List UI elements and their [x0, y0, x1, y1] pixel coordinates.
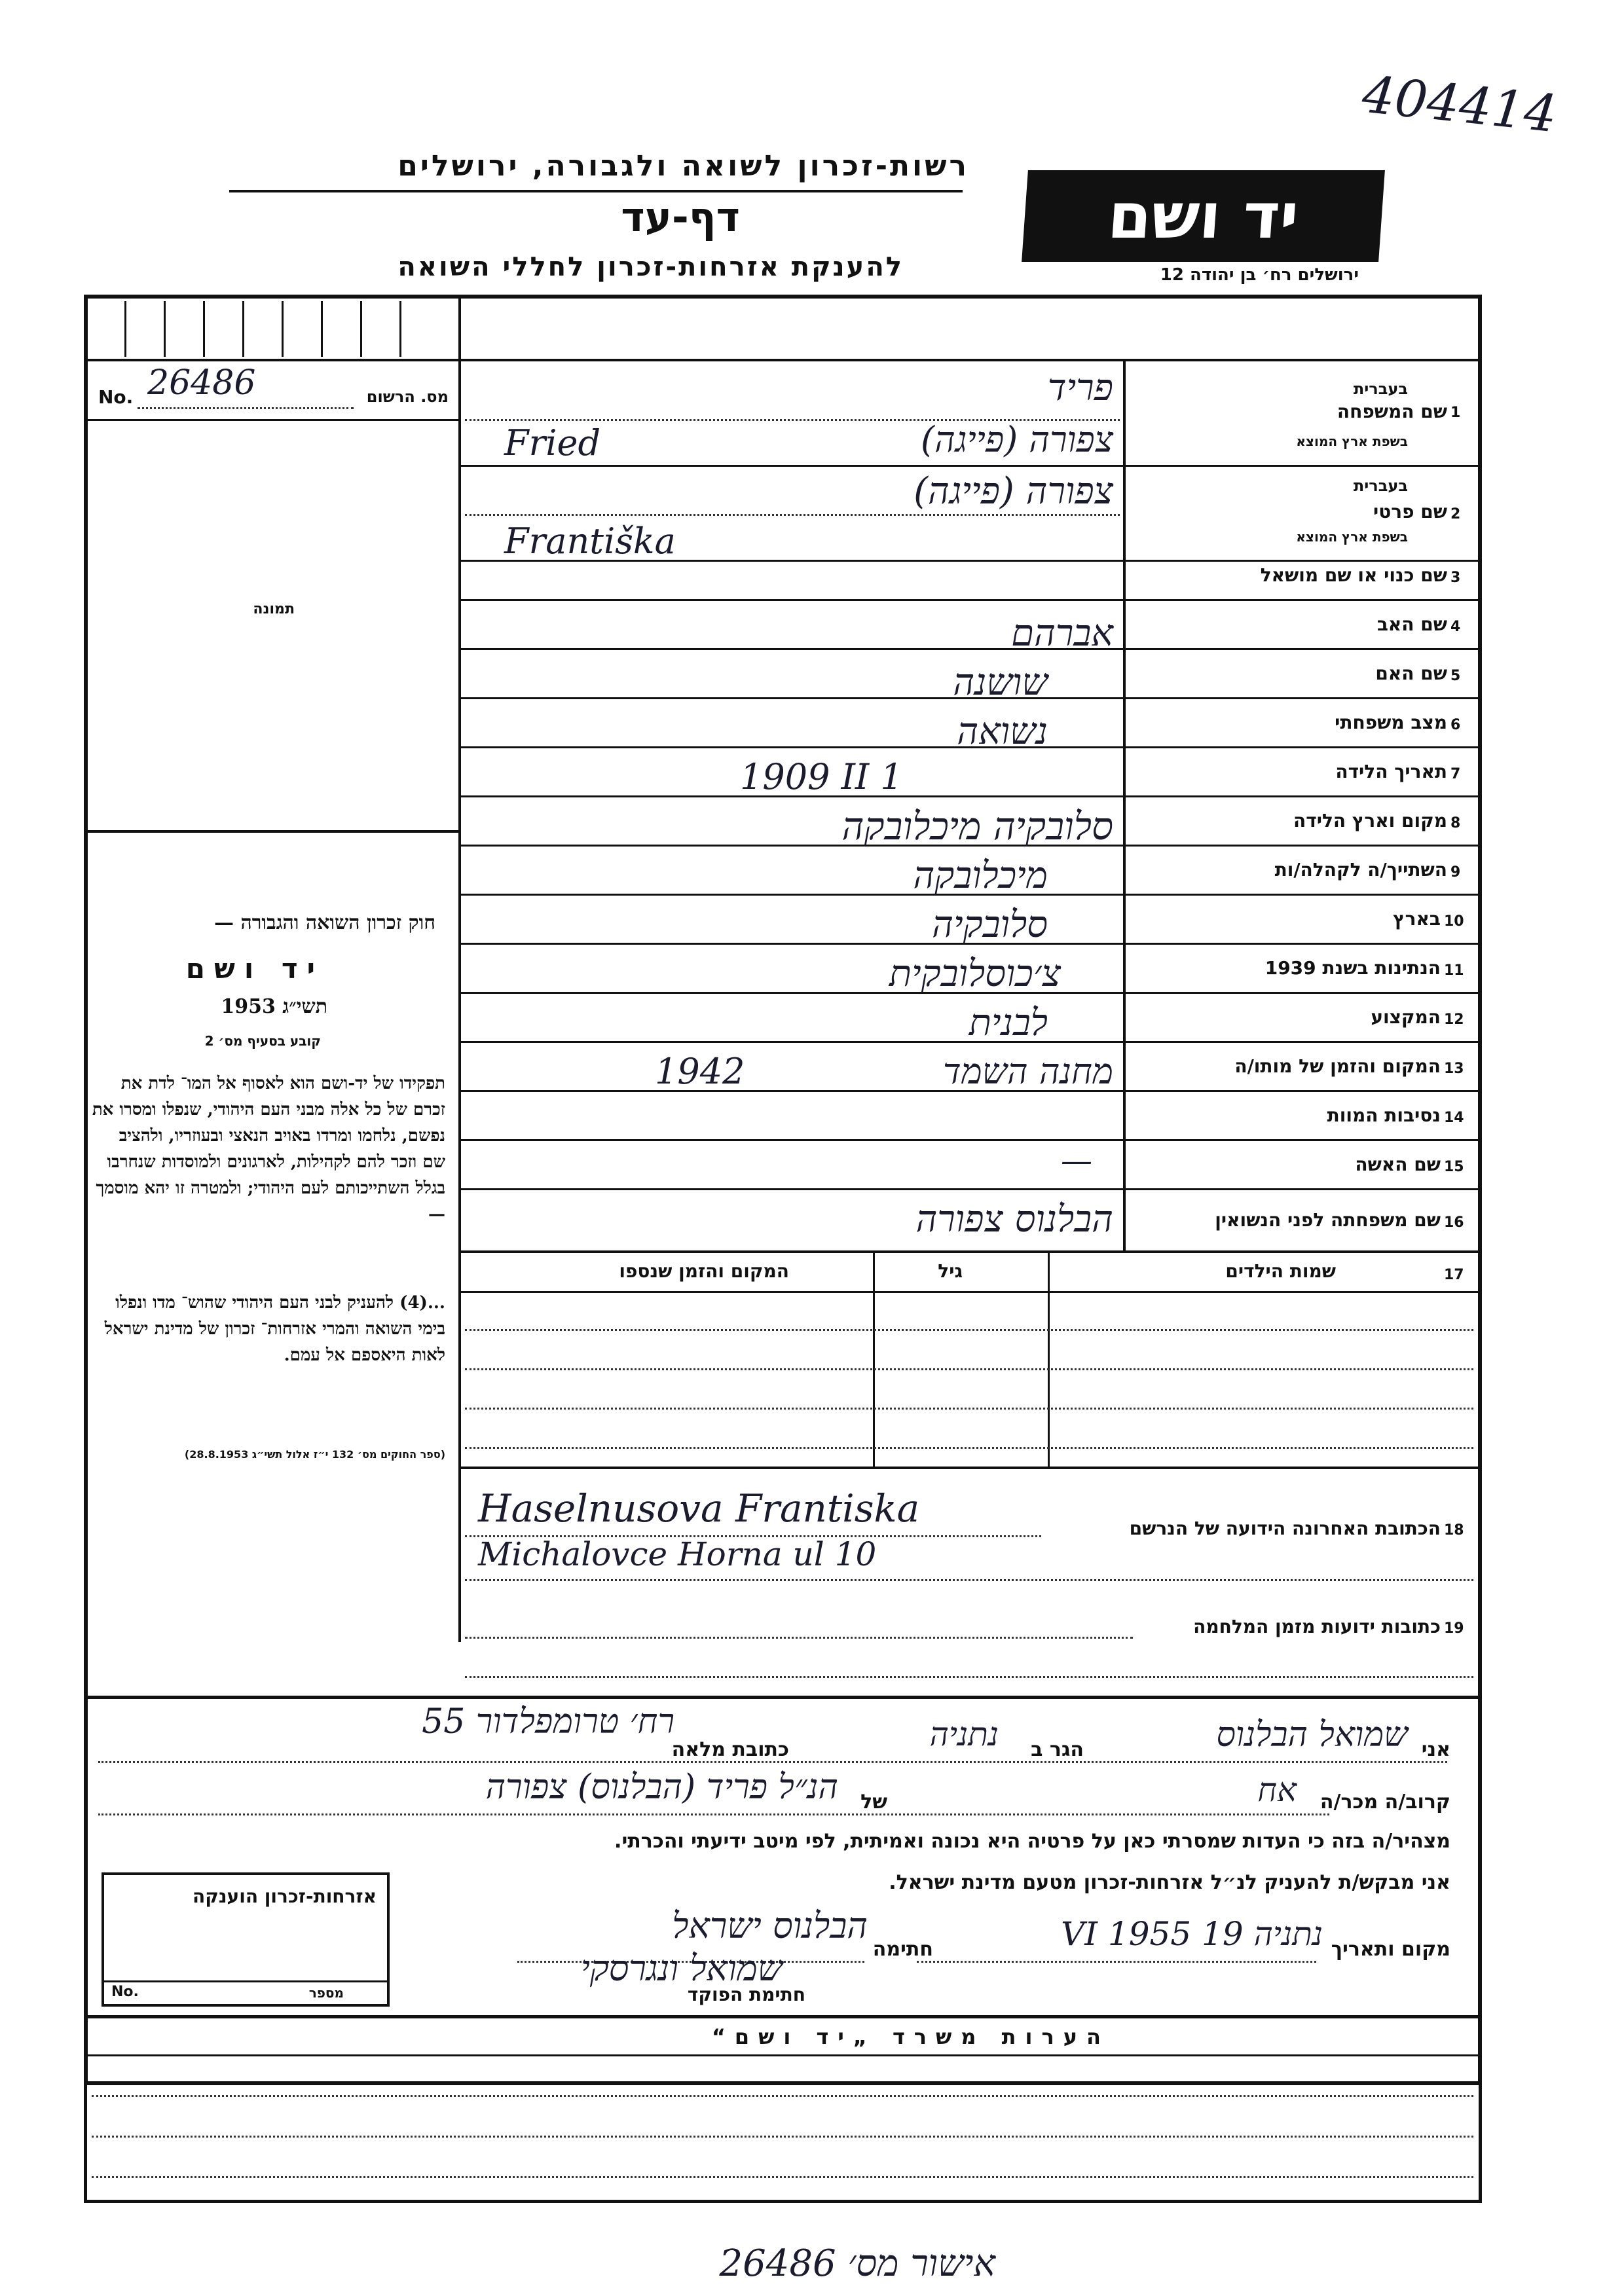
- citizenship-line: [101, 1980, 390, 1982]
- top-cell: [124, 301, 126, 357]
- value-firstname-local: Františka: [504, 520, 676, 562]
- children-row: [465, 1368, 1473, 1370]
- decl-statement-1: מצהיר/ה בזה כי העדות שמסרתי כאן על פרטיה היא נכונה ואמיתית, לפי מיטב ידיעתי והכרתי.: [614, 1830, 1450, 1853]
- law-title: חוק זכרון השואה והגבורה —: [214, 911, 435, 934]
- field-num-2: 2: [1450, 506, 1461, 522]
- field-label-1: שם המשפחה: [1337, 401, 1447, 422]
- children-header-place: המקום והזמן שנספו: [619, 1260, 789, 1282]
- logo-text: יד ושם: [1105, 179, 1301, 253]
- law-body-1: תפקידו של יד-ושם הוא לאסוף אל המו־ לדת את זכרם של כל אלה מבני העם היהודי, שנפלו ומסרו את נפשם, נלחמו ומרדו באויב הנאצי ובעוזריו, ולהציב שם וזכר להם לקהילות, לארגונים ולמוסדות שנחרבו בגלל השתייכותם לעם היהודי; ולמטרה זו יהא מוסמך —: [92, 1074, 445, 1224]
- field-num-12: 12: [1444, 1011, 1464, 1028]
- decl-signature-value: הבלנוס ישראל: [672, 1905, 868, 1946]
- decl-city-value: נתניה: [929, 1715, 999, 1753]
- field-label-19: כתובות ידועות מזמן המלחמה: [1193, 1616, 1441, 1637]
- children-row: [465, 1408, 1473, 1410]
- top-cell: [321, 301, 323, 357]
- value-wife: —: [1061, 1142, 1092, 1179]
- value-birthplace: סלובקיה מיכלובקה: [841, 804, 1113, 848]
- last-address-line-2: Michalovce Horna ul 10: [478, 1535, 877, 1573]
- field-num-1: 1: [1450, 405, 1461, 421]
- authority-underline: [229, 190, 963, 192]
- remarks-right-line: [1479, 2015, 1482, 2203]
- law-clause-ref: קובע בסעיף מס׳ 2: [204, 1033, 321, 1049]
- value-country: סלובקיה: [932, 903, 1048, 946]
- value-firstname-he: צפורה (פייגה): [913, 470, 1113, 513]
- value-community: מיכלובקה: [913, 854, 1048, 897]
- field-num-9: 9: [1450, 864, 1461, 881]
- field-sub-he-2: בעברית: [1353, 477, 1408, 495]
- top-strip-line: [84, 359, 1482, 361]
- citizenship-title: אזרחות-זכרון הוענקה: [193, 1886, 377, 1907]
- children-header-age: גיל: [938, 1260, 963, 1282]
- remarks-dots: [92, 2095, 1473, 2097]
- children-header-names: שמות הילדים: [1225, 1260, 1336, 1282]
- field-num-11: 11: [1444, 962, 1464, 979]
- field-num-7: 7: [1450, 766, 1461, 782]
- value-column-divider: [1123, 360, 1126, 1252]
- field-label-14: נסיבות המוות: [1327, 1104, 1441, 1126]
- field-sub-he-1: בעברית: [1353, 380, 1408, 398]
- field-label-12: המקצוע: [1371, 1006, 1441, 1028]
- decl-resides-label: הגר ב: [1031, 1738, 1084, 1761]
- citizenship-no-label: No.: [111, 1984, 139, 2000]
- row-separator: [458, 465, 1482, 467]
- value-father: אברהם: [1011, 612, 1113, 655]
- field-label-10: בארץ: [1393, 908, 1441, 930]
- photo-label: תמונה: [253, 601, 295, 617]
- value-surname-he: פריד: [1047, 367, 1113, 409]
- decl-place-date-value: נתניה 19 VI 1955: [1061, 1915, 1323, 1953]
- law-name: יד ושם: [185, 953, 324, 985]
- field-num-13: 13: [1444, 1061, 1464, 1077]
- value-surname-local: Fried: [504, 422, 601, 464]
- field-label-16: שם משפחתה לפני הנשואין: [1215, 1209, 1441, 1231]
- decl-address-label: כתובת מלאה: [671, 1738, 789, 1761]
- last-address-line-1: Haselnusova Frantiska: [478, 1486, 920, 1531]
- decl-relation-value: אח: [1257, 1771, 1297, 1809]
- decl-dots: [98, 1813, 1329, 1815]
- law-body-2: ...(4) להעניק לבני העם היהודי שהוש־ מדו ונפלו בימי השואה והמרי אזרחות־ זכרון של מדינת ישראל לאות היאספם אל עמם.: [104, 1293, 445, 1365]
- address-dots: [465, 1637, 1133, 1639]
- children-row: [465, 1447, 1473, 1449]
- field-label-3: שם כנוי או שם מושאל: [1260, 564, 1447, 586]
- row-separator: [458, 795, 1482, 797]
- field-sub-local-2: בשפת ארץ המוצא: [1296, 529, 1408, 545]
- value-maiden-name: הבלנוס צפורה: [915, 1198, 1113, 1241]
- field-num-10: 10: [1444, 913, 1464, 930]
- field-label-9: השתייך/ה לקהלה/ות: [1274, 859, 1447, 881]
- remarks-top-line: [84, 2015, 1482, 2018]
- authority-line: רשות-זכרון לשואה ולגבורה, ירושלים: [397, 149, 969, 183]
- field-num-14: 14: [1444, 1110, 1464, 1126]
- decl-officer-value: שמואל ונגרסקי: [580, 1948, 783, 1989]
- value-surname-he-repeat: צפורה (פייגה): [921, 419, 1113, 460]
- yad-vashem-logo: [1022, 170, 1385, 262]
- children-col-divider: [1048, 1250, 1050, 1467]
- row-dots: [465, 514, 1120, 516]
- address-dots: [465, 1676, 1473, 1678]
- row-separator: [458, 1188, 1482, 1190]
- page-subtitle: להענקת אזרחות-זכרון לחללי השואה: [397, 252, 904, 282]
- field-label-6: מצב משפחתי: [1335, 712, 1447, 733]
- field-num-6: 6: [1450, 717, 1461, 733]
- field-label-18: הכתובת האחרונה הידועה של הנרשם: [1129, 1518, 1441, 1539]
- top-cell: [164, 301, 166, 357]
- section-divider: [84, 1696, 1482, 1699]
- value-birthdate: 1909 II 1: [740, 756, 903, 797]
- reg-dots: [138, 407, 354, 409]
- row-separator: [458, 1250, 1482, 1253]
- field-num-8: 8: [1450, 815, 1461, 831]
- remarks-title: הערות משרד „יד ושם“: [711, 2024, 1110, 2049]
- field-sub-local-1: בשפת ארץ המוצא: [1296, 433, 1408, 449]
- decl-dots: [917, 1961, 1316, 1963]
- law-year: תשי״ג 1953: [221, 995, 327, 1018]
- reg-number: 26486: [147, 363, 256, 403]
- decl-place-date-label: מקום ותאריך: [1331, 1938, 1450, 1961]
- reg-label: מס. הרשום: [366, 388, 449, 406]
- value-nationality: צ׳כוסלובקית: [889, 953, 1061, 995]
- value-mother: שושנה: [953, 661, 1048, 704]
- field-num-3: 3: [1450, 570, 1461, 586]
- top-cell: [360, 301, 362, 357]
- corner-number: 404414: [1359, 65, 1560, 145]
- decl-relative-label: קרוב/ה מכר/ה: [1320, 1791, 1450, 1813]
- children-table-bottom: [458, 1467, 1482, 1469]
- value-profession: לבנית: [969, 1002, 1048, 1044]
- citizenship-number-label: מספר: [308, 1985, 344, 2001]
- remarks-dots: [92, 2176, 1473, 2178]
- field-num-4: 4: [1450, 619, 1461, 635]
- page-title: דף-עד: [621, 193, 740, 241]
- field-label-11: הנתינות בשנת 1939: [1264, 957, 1441, 979]
- field-label-8: מקום וארץ הלידה: [1293, 810, 1447, 831]
- children-col-divider: [873, 1250, 875, 1467]
- value-death-year: 1942: [655, 1051, 745, 1092]
- top-strip-divider: [458, 295, 461, 360]
- field-label-13: המקום והזמן של מותו/ה: [1234, 1055, 1441, 1077]
- law-footnote: (ספר החוקים מס׳ 132 י״ז אלול תשי״ג 28.8.1953): [184, 1448, 445, 1461]
- row-separator: [458, 1139, 1482, 1141]
- field-label-2: שם פרטי: [1373, 501, 1447, 522]
- field-num-17: 17: [1444, 1267, 1464, 1283]
- row-separator: [458, 599, 1482, 601]
- bottom-approval-note: אישור מס׳ 26486: [719, 2242, 995, 2285]
- remarks-bottom-line: [84, 2200, 1482, 2203]
- remarks-left-line: [84, 2015, 87, 2203]
- field-label-4: שם האב: [1376, 613, 1447, 635]
- children-header-line: [458, 1291, 1482, 1293]
- remarks-dots: [92, 2136, 1473, 2138]
- field-num-15: 15: [1444, 1159, 1464, 1175]
- field-num-19: 19: [1444, 1620, 1464, 1637]
- top-cell: [203, 301, 205, 357]
- top-cell: [282, 301, 284, 357]
- logo-address: ירושלים רח׳ בן יהודה 12: [1160, 265, 1359, 285]
- decl-dots: [98, 1761, 1447, 1763]
- field-label-5: שם האם: [1375, 663, 1447, 684]
- decl-relative-name: הנ״ל פריד (הבלנוס) צפורה: [485, 1768, 838, 1807]
- value-marital: נשואה: [957, 710, 1048, 753]
- left-column-divider: [458, 359, 461, 1642]
- decl-name-value: שמואל הבלנוס: [1216, 1715, 1408, 1755]
- children-row: [465, 1329, 1473, 1331]
- top-cell: [399, 301, 401, 357]
- photo-box-bottom: [84, 830, 460, 833]
- decl-statement-2: אני מבקש/ת להעניק לנ״ל אזרחות-זכרון מטעם מדינת ישראל.: [889, 1871, 1450, 1894]
- reg-line: [84, 419, 460, 421]
- field-label-15: שם האשה: [1355, 1154, 1441, 1175]
- decl-street-value: רח׳ טרומפלדור 55: [422, 1702, 674, 1741]
- address-dots: [465, 1579, 1473, 1581]
- decl-signature-label: חתימה: [872, 1938, 933, 1961]
- value-death-place: מחנה השמד: [942, 1051, 1113, 1092]
- remarks-line: [84, 2054, 1482, 2056]
- decl-officer-label: חתימת הפוקד: [687, 1984, 805, 2005]
- decl-of-label: של: [860, 1791, 887, 1813]
- decl-ani-label: אני: [1421, 1738, 1450, 1761]
- top-cell: [242, 301, 244, 357]
- reg-no-label: No.: [98, 386, 134, 408]
- field-num-16: 16: [1444, 1214, 1464, 1231]
- field-label-7: תאריך הלידה: [1335, 761, 1447, 782]
- field-num-18: 18: [1444, 1522, 1464, 1539]
- field-num-5: 5: [1450, 668, 1461, 684]
- row-separator: [458, 648, 1482, 650]
